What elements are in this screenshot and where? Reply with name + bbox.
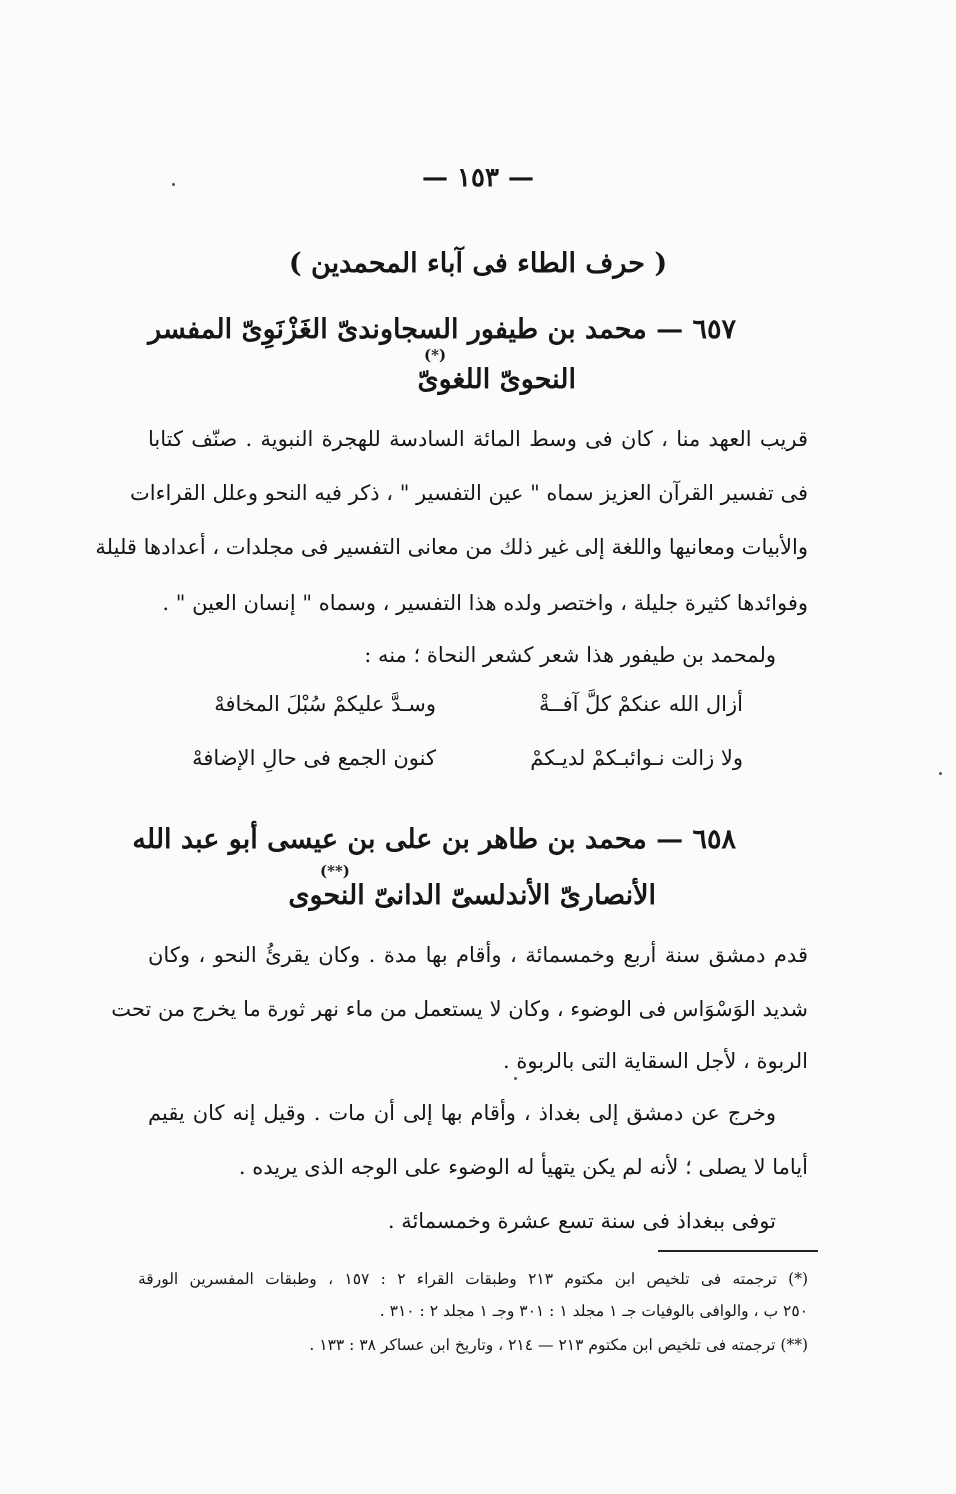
- verse-1-second-hemistich: وسـدَّ عليكمْ سُبْلَ المخافهْ: [214, 692, 436, 716]
- scan-speck: [939, 772, 942, 775]
- entry-657-line-3: والأبيات ومعانيها واللغة إلى غير ذلك من معانى التفسير فى مجلدات ، أعدادها قليلة: [95, 535, 808, 559]
- footnote-marker-2: (**): [320, 862, 350, 880]
- page-number: — ١٥٣ —: [421, 163, 535, 193]
- entry-657-line-4: وفوائدها كثيرة جليلة ، واختصر ولده هذا التفسير ، وسماه " إنسان العين " .: [162, 591, 808, 615]
- footnote-separator: [658, 1250, 818, 1252]
- entry-658-line-6: توفى ببغداذ فى سنة تسع عشرة وخمسمائة .: [387, 1209, 776, 1233]
- verse-2-first-hemistich: ولا زالت نـوائبـكمْ لديـكمْ: [530, 746, 743, 770]
- footnote-2: (**) ترجمته فى تلخيص ابن مكتوم ٢١٣ — ٢١٤ ، وتاريخ ابن عساكر ٣٨ : ١٣٣ .: [309, 1336, 808, 1354]
- scan-speck: [172, 183, 175, 186]
- entry-658-heading-text: الأنصارىّ الأندلسىّ الدانىّ النحوى: [288, 880, 656, 911]
- entry-658-line-2: شديد الوَسْوَاس فى الوضوء ، وكان لا يستعمل من ماء نهر ثورة ما يخرج من تحت: [111, 997, 808, 1021]
- entry-657-heading-line2: [417, 362, 576, 398]
- footnote-marker-1: (*): [424, 346, 447, 364]
- footnote-1-line-2: ٢٥٠ ب ، والوافى بالوفيات جـ ١ مجلد ١ : ٣٠١ وجـ ١ مجلد ٢ : ٣١٠ .: [379, 1302, 808, 1320]
- entry-657-heading-text: النحوىّ اللغوىّ: [417, 364, 576, 395]
- footnote-1-line-1: (*) ترجمته فى تلخيص ابن مكتوم ٢١٣ وطبقات القراء ٢ : ١٥٧ ، وطبقات المفسرين الورقة: [138, 1270, 809, 1288]
- entry-657-line-2: فى تفسير القرآن العزيز سماه " عين التفسير " ، ذكر فيه النحو وعلل القراءات: [130, 481, 808, 505]
- scan-speck: [514, 1077, 517, 1080]
- section-title: ( حرف الطاء فى آباء المحمدين ): [288, 248, 668, 279]
- entry-658-line-4: وخرج عن دمشق إلى بغداذ ، وأقام بها إلى أن مات . وقيل إنه كان يقيم: [148, 1101, 776, 1125]
- entry-658-heading-line2: [288, 878, 656, 914]
- entry-658-line-3: الربوة ، لأجل السقاية التى بالربوة .: [503, 1049, 808, 1073]
- verse-1-first-hemistich: أزال الله عنكمْ كلَّ آفــةْ: [539, 692, 743, 716]
- entry-658-line-5: أياما لا يصلى ؛ لأنه لم يكن يتهيأ له الوضوء على الوجه الذى يريده .: [238, 1155, 808, 1179]
- entry-657-heading: ٦٥٧ — محمد بن طيفور السجاوندىّ الغَزْنَوِىّ المفسر: [148, 314, 736, 345]
- entry-657-line-1: قريب العهد منا ، كان فى وسط المائة السادسة للهجرة النبوية . صنّف كتابا: [148, 427, 808, 451]
- entry-658-heading: ٦٥٨ — محمد بن طاهر بن على بن عيسى أبو عبد الله: [132, 824, 736, 855]
- verse-2-second-hemistich: كنون الجمع فى حالِ الإضافهْ: [192, 746, 436, 770]
- entry-657-poem-intro: ولمحمد بن طيفور هذا شعر كشعر النحاة ؛ منه :: [364, 643, 776, 667]
- entry-658-line-1: قدم دمشق سنة أربع وخمسمائة ، وأقام بها مدة . وكان يقرئُ النحو ، وكان: [148, 943, 808, 967]
